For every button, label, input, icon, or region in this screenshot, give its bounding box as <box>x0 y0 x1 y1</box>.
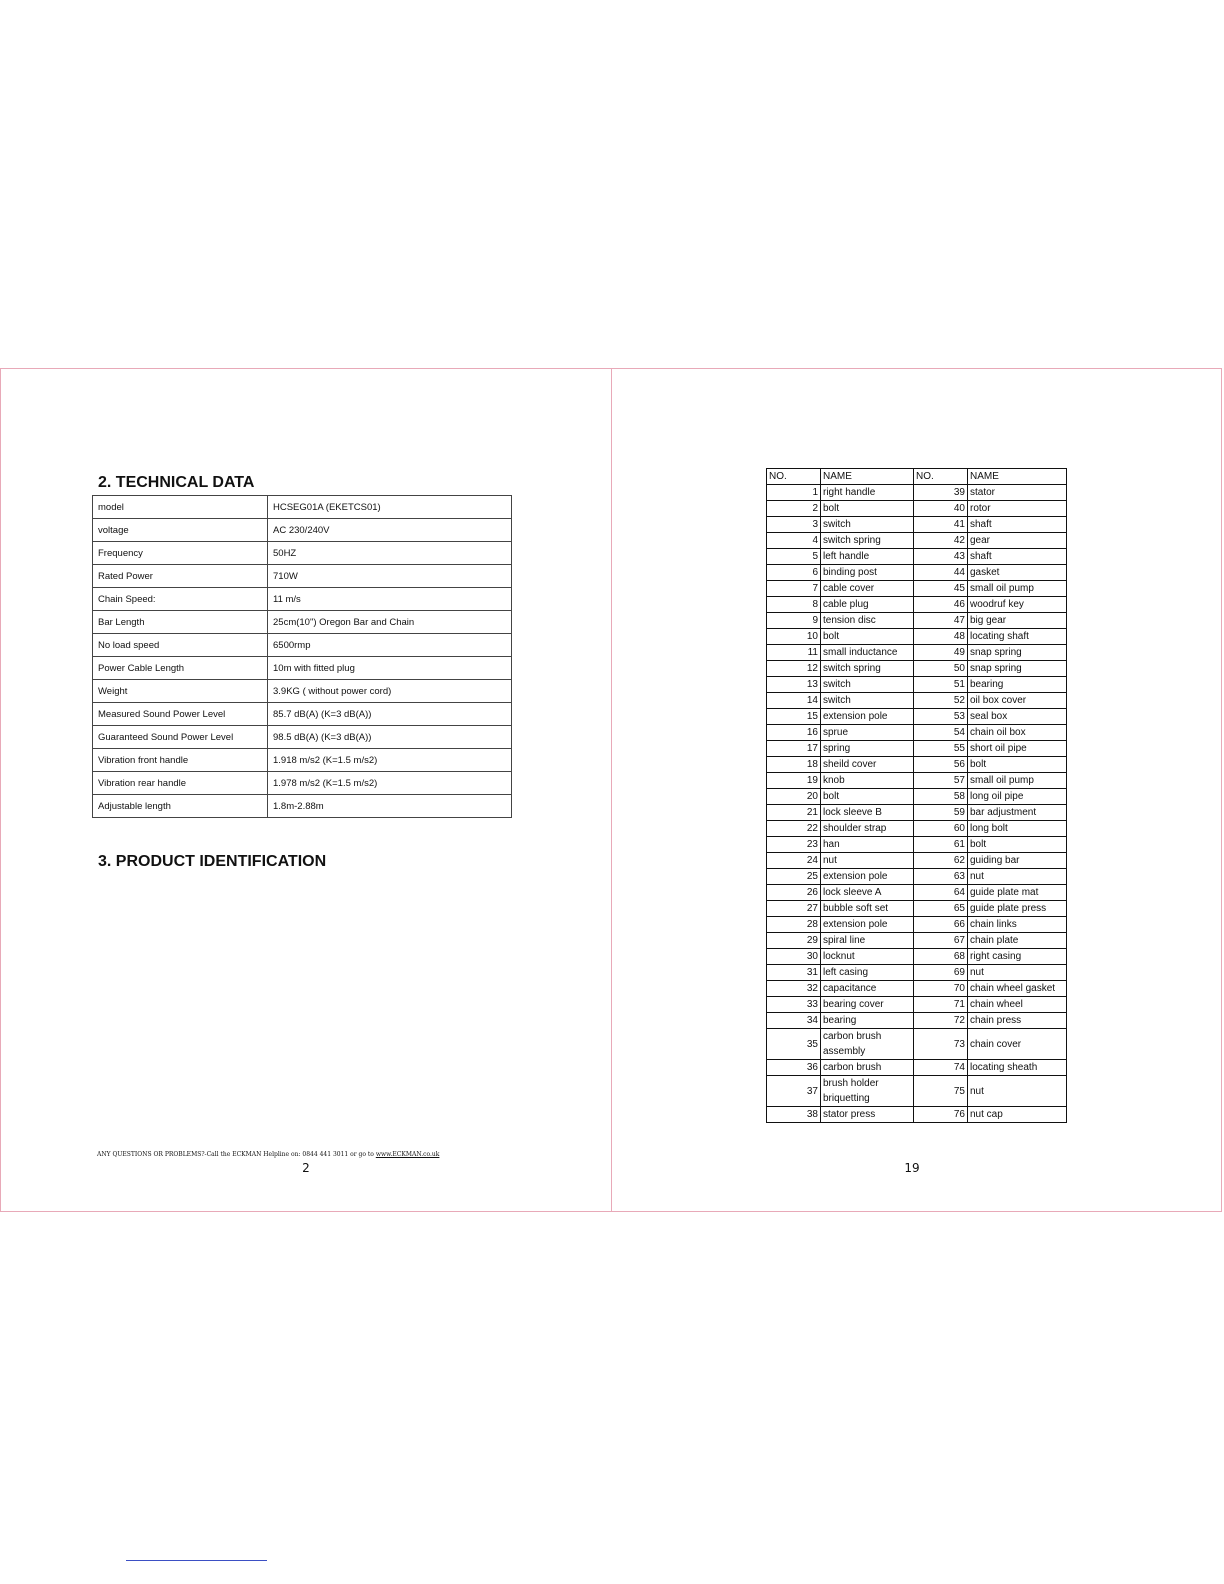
parts-row <box>767 821 1067 837</box>
part-name: bolt <box>968 757 1067 773</box>
part-name: stator <box>968 485 1067 501</box>
part-number: 42 <box>914 533 968 549</box>
part-number: 73 <box>914 1029 968 1060</box>
tech-value: 710W <box>268 565 512 588</box>
manual-spread <box>0 368 1222 1212</box>
parts-row <box>767 693 1067 709</box>
part-number: 74 <box>914 1060 968 1076</box>
part-name: small inductance <box>821 645 914 661</box>
tech-label: Chain Speed: <box>93 588 268 611</box>
parts-row <box>767 1013 1067 1029</box>
part-name: short oil pipe <box>968 741 1067 757</box>
part-number: 75 <box>914 1076 968 1107</box>
part-name: snap spring <box>968 661 1067 677</box>
tech-label: model <box>93 496 268 519</box>
tech-label: Vibration rear handle <box>93 772 268 795</box>
part-name: chain wheel gasket <box>968 981 1067 997</box>
tech-value: 10m with fitted plug <box>268 657 512 680</box>
part-name: seal box <box>968 709 1067 725</box>
part-name: nut <box>821 853 914 869</box>
part-name: small oil pump <box>968 581 1067 597</box>
parts-row <box>767 1060 1067 1076</box>
header-no-2: NO. <box>914 469 968 485</box>
tech-label: Frequency <box>93 542 268 565</box>
part-number: 1 <box>767 485 821 501</box>
part-number: 58 <box>914 789 968 805</box>
part-number: 23 <box>767 837 821 853</box>
part-number: 4 <box>767 533 821 549</box>
part-name: nut <box>968 965 1067 981</box>
part-number: 18 <box>767 757 821 773</box>
tech-value: 25cm(10") Oregon Bar and Chain <box>268 611 512 634</box>
tech-row <box>93 565 512 588</box>
part-number: 50 <box>914 661 968 677</box>
part-name: bolt <box>821 501 914 517</box>
part-number: 26 <box>767 885 821 901</box>
page-number-left: 2 <box>302 1161 310 1175</box>
header-name-1: NAME <box>821 469 914 485</box>
part-number: 51 <box>914 677 968 693</box>
part-name: chain links <box>968 917 1067 933</box>
part-name: nut cap <box>968 1107 1067 1123</box>
part-name: shaft <box>968 517 1067 533</box>
parts-row <box>767 757 1067 773</box>
part-name: gasket <box>968 565 1067 581</box>
part-number: 25 <box>767 869 821 885</box>
tech-value: 1.8m-2.88m <box>268 795 512 818</box>
right-page <box>612 369 1222 1211</box>
website-link[interactable]: www.ECKMAN.co.uk <box>375 1151 440 1158</box>
part-name: bubble soft set <box>821 901 914 917</box>
tech-row <box>93 611 512 634</box>
parts-row <box>767 597 1067 613</box>
part-number: 21 <box>767 805 821 821</box>
part-name: lock sleeve A <box>821 885 914 901</box>
technical-data-heading: 2. TECHNICAL DATA <box>98 474 255 491</box>
part-name: big gear <box>968 613 1067 629</box>
part-name: lock sleeve B <box>821 805 914 821</box>
tech-value: 50HZ <box>268 542 512 565</box>
tech-row <box>93 542 512 565</box>
part-number: 49 <box>914 645 968 661</box>
tech-row <box>93 519 512 542</box>
part-name: chain press <box>968 1013 1067 1029</box>
parts-row <box>767 533 1067 549</box>
parts-row <box>767 741 1067 757</box>
helpline-footer <box>97 1151 439 1158</box>
parts-row <box>767 645 1067 661</box>
parts-row <box>767 549 1067 565</box>
tech-row <box>93 634 512 657</box>
part-name: extension pole <box>821 917 914 933</box>
part-name: woodruf key <box>968 597 1067 613</box>
part-name: bearing <box>821 1013 914 1029</box>
part-name: guiding bar <box>968 853 1067 869</box>
part-number: 17 <box>767 741 821 757</box>
part-name: chain wheel <box>968 997 1067 1013</box>
part-number: 62 <box>914 853 968 869</box>
parts-row <box>767 629 1067 645</box>
tech-value: 98.5 dB(A) (K=3 dB(A)) <box>268 726 512 749</box>
part-number: 72 <box>914 1013 968 1029</box>
part-name: oil box cover <box>968 693 1067 709</box>
part-name: han <box>821 837 914 853</box>
part-name: tension disc <box>821 613 914 629</box>
page-number-right: 19 <box>904 1161 920 1175</box>
part-name: guide plate press <box>968 901 1067 917</box>
parts-row <box>767 805 1067 821</box>
part-number: 46 <box>914 597 968 613</box>
parts-row <box>767 661 1067 677</box>
part-number: 41 <box>914 517 968 533</box>
parts-row <box>767 517 1067 533</box>
part-number: 76 <box>914 1107 968 1123</box>
part-number: 38 <box>767 1107 821 1123</box>
part-name: shaft <box>968 549 1067 565</box>
part-number: 39 <box>914 485 968 501</box>
parts-row <box>767 485 1067 501</box>
part-name: sprue <box>821 725 914 741</box>
parts-row <box>767 773 1067 789</box>
tech-row <box>93 726 512 749</box>
parts-row <box>767 965 1067 981</box>
blue-underline-mark <box>126 1560 267 1561</box>
part-name: bearing <box>968 677 1067 693</box>
tech-label: Weight <box>93 680 268 703</box>
part-name: chain plate <box>968 933 1067 949</box>
part-name: snap spring <box>968 645 1067 661</box>
tech-label: Power Cable Length <box>93 657 268 680</box>
parts-row <box>767 1076 1067 1107</box>
part-number: 11 <box>767 645 821 661</box>
parts-header-row <box>767 469 1067 485</box>
tech-value: 11 m/s <box>268 588 512 611</box>
tech-label: Measured Sound Power Level <box>93 703 268 726</box>
part-name: bolt <box>968 837 1067 853</box>
part-name: switch <box>821 517 914 533</box>
part-number: 44 <box>914 565 968 581</box>
part-number: 10 <box>767 629 821 645</box>
header-name-2: NAME <box>968 469 1067 485</box>
tech-label: voltage <box>93 519 268 542</box>
tech-row <box>93 703 512 726</box>
tech-value: 3.9KG ( without power cord) <box>268 680 512 703</box>
part-name: bolt <box>821 629 914 645</box>
part-name: nut <box>968 1076 1067 1107</box>
parts-row <box>767 613 1067 629</box>
parts-row <box>767 677 1067 693</box>
part-name: bearing cover <box>821 997 914 1013</box>
part-name: switch <box>821 693 914 709</box>
part-name: shoulder strap <box>821 821 914 837</box>
part-number: 61 <box>914 837 968 853</box>
tech-row <box>93 772 512 795</box>
part-name: gear <box>968 533 1067 549</box>
tech-value: 1.918 m/s2 (K=1.5 m/s2) <box>268 749 512 772</box>
parts-row <box>767 997 1067 1013</box>
tech-row <box>93 496 512 519</box>
tech-label: Guaranteed Sound Power Level <box>93 726 268 749</box>
part-name: cable cover <box>821 581 914 597</box>
part-number: 67 <box>914 933 968 949</box>
tech-label: No load speed <box>93 634 268 657</box>
part-name: switch spring <box>821 533 914 549</box>
part-name: bolt <box>821 789 914 805</box>
part-number: 9 <box>767 613 821 629</box>
part-name: guide plate mat <box>968 885 1067 901</box>
part-number: 13 <box>767 677 821 693</box>
part-number: 15 <box>767 709 821 725</box>
part-name: right handle <box>821 485 914 501</box>
part-number: 60 <box>914 821 968 837</box>
part-name: left handle <box>821 549 914 565</box>
part-name: switch spring <box>821 661 914 677</box>
part-number: 53 <box>914 709 968 725</box>
tech-value: 85.7 dB(A) (K=3 dB(A)) <box>268 703 512 726</box>
parts-row <box>767 725 1067 741</box>
part-name: rotor <box>968 501 1067 517</box>
part-name: spiral line <box>821 933 914 949</box>
part-number: 40 <box>914 501 968 517</box>
part-number: 59 <box>914 805 968 821</box>
part-number: 69 <box>914 965 968 981</box>
part-number: 28 <box>767 917 821 933</box>
part-number: 55 <box>914 741 968 757</box>
parts-row <box>767 901 1067 917</box>
product-identification-heading: 3. PRODUCT IDENTIFICATION <box>98 853 327 870</box>
part-number: 66 <box>914 917 968 933</box>
part-number: 32 <box>767 981 821 997</box>
tech-value: AC 230/240V <box>268 519 512 542</box>
parts-row <box>767 853 1067 869</box>
part-number: 24 <box>767 853 821 869</box>
part-number: 37 <box>767 1076 821 1107</box>
part-number: 56 <box>914 757 968 773</box>
part-name: cable plug <box>821 597 914 613</box>
header-no-1: NO. <box>767 469 821 485</box>
parts-list-table <box>766 468 1067 1123</box>
part-number: 57 <box>914 773 968 789</box>
technical-data-table <box>92 495 512 818</box>
part-name: spring <box>821 741 914 757</box>
part-name: chain oil box <box>968 725 1067 741</box>
part-number: 30 <box>767 949 821 965</box>
part-name: carbon brush assembly <box>821 1029 914 1060</box>
part-name: right casing <box>968 949 1067 965</box>
part-name: sheild cover <box>821 757 914 773</box>
parts-row <box>767 981 1067 997</box>
part-name: nut <box>968 869 1067 885</box>
tech-row <box>93 588 512 611</box>
part-number: 2 <box>767 501 821 517</box>
part-name: knob <box>821 773 914 789</box>
tech-label: Adjustable length <box>93 795 268 818</box>
helpline-text: ANY QUESTIONS OR PROBLEMS?-Call the ECKMAN Helpline on: 0844 441 3011 or go to <box>97 1151 376 1158</box>
part-number: 20 <box>767 789 821 805</box>
part-number: 63 <box>914 869 968 885</box>
part-number: 33 <box>767 997 821 1013</box>
part-number: 71 <box>914 997 968 1013</box>
part-name: extension pole <box>821 709 914 725</box>
parts-row <box>767 1029 1067 1060</box>
part-number: 65 <box>914 901 968 917</box>
part-number: 7 <box>767 581 821 597</box>
parts-row <box>767 565 1067 581</box>
tech-row <box>93 680 512 703</box>
parts-row <box>767 933 1067 949</box>
part-number: 29 <box>767 933 821 949</box>
part-number: 19 <box>767 773 821 789</box>
part-name: locknut <box>821 949 914 965</box>
part-number: 70 <box>914 981 968 997</box>
part-name: stator press <box>821 1107 914 1123</box>
part-number: 35 <box>767 1029 821 1060</box>
part-number: 54 <box>914 725 968 741</box>
part-number: 34 <box>767 1013 821 1029</box>
part-name: long bolt <box>968 821 1067 837</box>
parts-row <box>767 709 1067 725</box>
part-number: 16 <box>767 725 821 741</box>
part-name: left casing <box>821 965 914 981</box>
tech-value: HCSEG01A (EKETCS01) <box>268 496 512 519</box>
parts-row <box>767 917 1067 933</box>
part-name: long oil pipe <box>968 789 1067 805</box>
part-number: 47 <box>914 613 968 629</box>
parts-row <box>767 1107 1067 1123</box>
part-name: capacitance <box>821 981 914 997</box>
part-number: 48 <box>914 629 968 645</box>
tech-value: 6500rmp <box>268 634 512 657</box>
part-number: 8 <box>767 597 821 613</box>
tech-label: Bar Length <box>93 611 268 634</box>
tech-row <box>93 657 512 680</box>
part-number: 43 <box>914 549 968 565</box>
left-page <box>1 369 611 1211</box>
part-name: brush holder briquetting <box>821 1076 914 1107</box>
part-name: bar adjustment <box>968 805 1067 821</box>
part-number: 64 <box>914 885 968 901</box>
part-number: 27 <box>767 901 821 917</box>
part-number: 45 <box>914 581 968 597</box>
part-name: small oil pump <box>968 773 1067 789</box>
part-name: chain cover <box>968 1029 1067 1060</box>
part-number: 31 <box>767 965 821 981</box>
part-number: 5 <box>767 549 821 565</box>
parts-row <box>767 581 1067 597</box>
part-name: locating shaft <box>968 629 1067 645</box>
tech-value: 1.978 m/s2 (K=1.5 m/s2) <box>268 772 512 795</box>
parts-row <box>767 789 1067 805</box>
part-number: 22 <box>767 821 821 837</box>
part-name: binding post <box>821 565 914 581</box>
part-name: locating sheath <box>968 1060 1067 1076</box>
part-number: 6 <box>767 565 821 581</box>
part-number: 36 <box>767 1060 821 1076</box>
part-number: 3 <box>767 517 821 533</box>
tech-row <box>93 749 512 772</box>
part-number: 52 <box>914 693 968 709</box>
parts-row <box>767 501 1067 517</box>
tech-row <box>93 795 512 818</box>
part-name: carbon brush <box>821 1060 914 1076</box>
part-name: switch <box>821 677 914 693</box>
parts-row <box>767 949 1067 965</box>
parts-row <box>767 869 1067 885</box>
parts-row <box>767 885 1067 901</box>
parts-row <box>767 837 1067 853</box>
tech-label: Vibration front handle <box>93 749 268 772</box>
part-name: extension pole <box>821 869 914 885</box>
tech-label: Rated Power <box>93 565 268 588</box>
part-number: 68 <box>914 949 968 965</box>
part-number: 14 <box>767 693 821 709</box>
part-number: 12 <box>767 661 821 677</box>
